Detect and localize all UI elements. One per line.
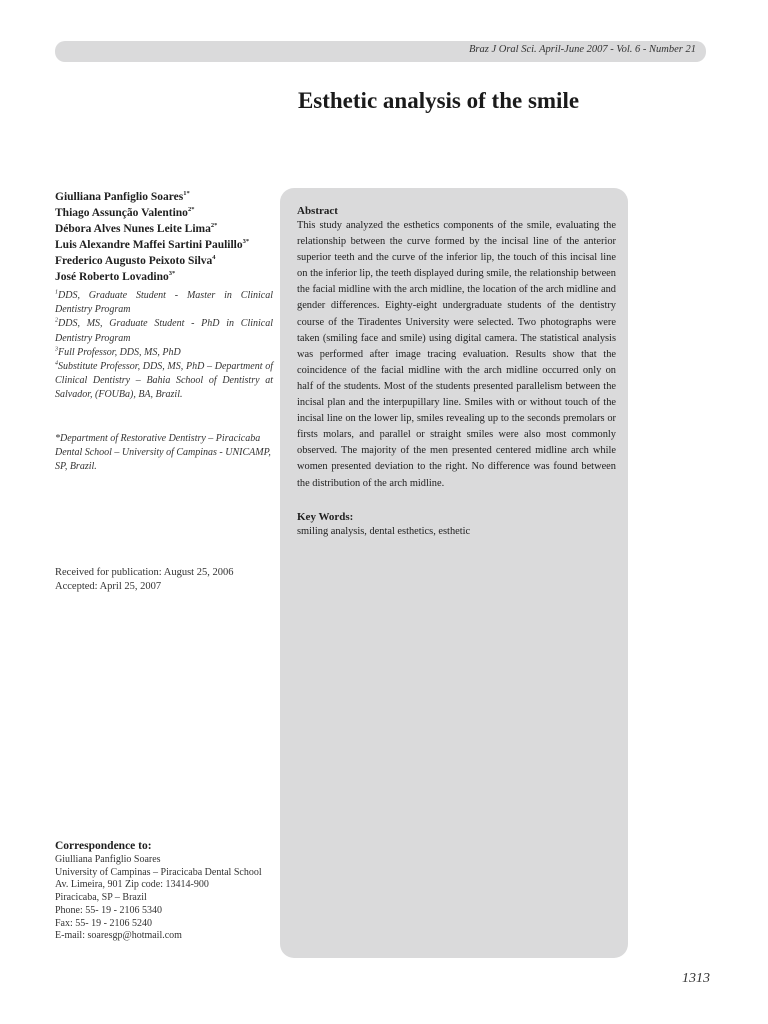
correspondence-name: Giulliana Panfiglio Soares	[55, 854, 161, 865]
abstract-panel	[280, 188, 628, 958]
affiliation: $^3$Full Professor, DDS, MS, PhD	[55, 346, 181, 358]
affiliation: $^1$DDS, Graduate Student - Master in Clinical Dentistry Program	[55, 289, 273, 316]
author-name: Thiago Assunção Valentino$^{2*}$	[55, 206, 195, 219]
affiliation: $^2$DDS, MS, Graduate Student - PhD in Clinical Dentistry Program	[55, 318, 273, 344]
page-number: 1313	[682, 971, 710, 986]
department-note: *Department of Restorative Dentistry – Piracicaba Dental School – University of Campinas - UNICAMP, SP, Brazil.	[55, 433, 271, 473]
correspondence-city: Piracicaba, SP – Brazil	[55, 892, 147, 904]
correspondence-heading: Correspondence to:	[55, 840, 152, 852]
author-name: José Roberto Lovadino$^{3*}$	[55, 270, 176, 283]
keywords-heading: Key Words:	[297, 510, 354, 523]
author-name: Luis Alexandre Maffei Sartini Paulillo$^{3*}$	[55, 238, 250, 251]
correspondence-email: E-mail: soaresgp@hotmail.com	[55, 930, 182, 942]
correspondence-phone: Phone: 55- 19 - 2106 5340	[55, 904, 162, 916]
affiliation-list	[55, 289, 273, 403]
correspondence-institution: University of Campinas – Piracicaba Dental School	[55, 866, 262, 878]
keywords-text: smiling analysis, dental esthetics, esthetic	[297, 525, 471, 537]
abstract-text: This study analyzed the esthetics components of the smile, evaluating the relationship between the curve formed by the incisal line of the anterior superior teeth and the curve of the inferior lip, the touch of this incisal line on the inferior lip, the teeth displayed during smile, the relationship between the facial midline with the arch midline, the location of the arch midline and gender differences. Eighty-eight undergraduate students of the dentistry course of the Tiradentes University were selected. Two photographs were taken (smiling face and smile) using digital camera. The statistical analysis was performed after image tracing evaluation. Results show that the coincidence of the facial midline with the arch midline occurred only on half of the students. Most of the students presented parallelism between the incisal plan and the interpupillary line. Smiles with or without touch of the incisal line on the lower lip, smiles revealing up to the seconds premolars or firsts molars, and parallel or straight smiles were also most commonly observed. The majority of the men presented centered midline arch while women presented deviation to the right. No difference was found between the distribution of the arch midline.	[297, 220, 616, 489]
journal-header-bar	[55, 41, 706, 62]
publication-dates	[55, 566, 275, 593]
received-date: Received for publication: August 25, 2006	[55, 567, 234, 578]
author-name: Frederico Augusto Peixoto Silva$^4$	[55, 254, 216, 267]
accepted-date: Accepted: April 25, 2007	[55, 580, 162, 592]
author-name: Débora Alves Nunes Leite Lima$^{2*}$	[55, 222, 218, 235]
correspondence-address: Av. Limeira, 901 Zip code: 13414-900	[55, 879, 209, 891]
abstract-heading: Abstract	[297, 205, 338, 217]
journal-reference: Braz J Oral Sci. April-June 2007 - Vol. 6 - Number 21	[469, 44, 696, 55]
author-list	[55, 189, 275, 285]
author-name: Giulliana Panfiglio Soares$^{1*}$	[55, 190, 190, 203]
correspondence-block	[55, 839, 275, 943]
abstract-content	[297, 204, 616, 539]
correspondence-fax: Fax: 55- 19 - 2106 5240	[55, 917, 152, 929]
affiliation: $^4$Substitute Professor, DDS, MS, PhD – Department of Clinical Dentistry – Bahia School of Dentistry at Salvador, (FOUBa), BA, Brazil.	[55, 360, 273, 401]
article-title: Esthetic analysis of the smile	[297, 88, 580, 113]
